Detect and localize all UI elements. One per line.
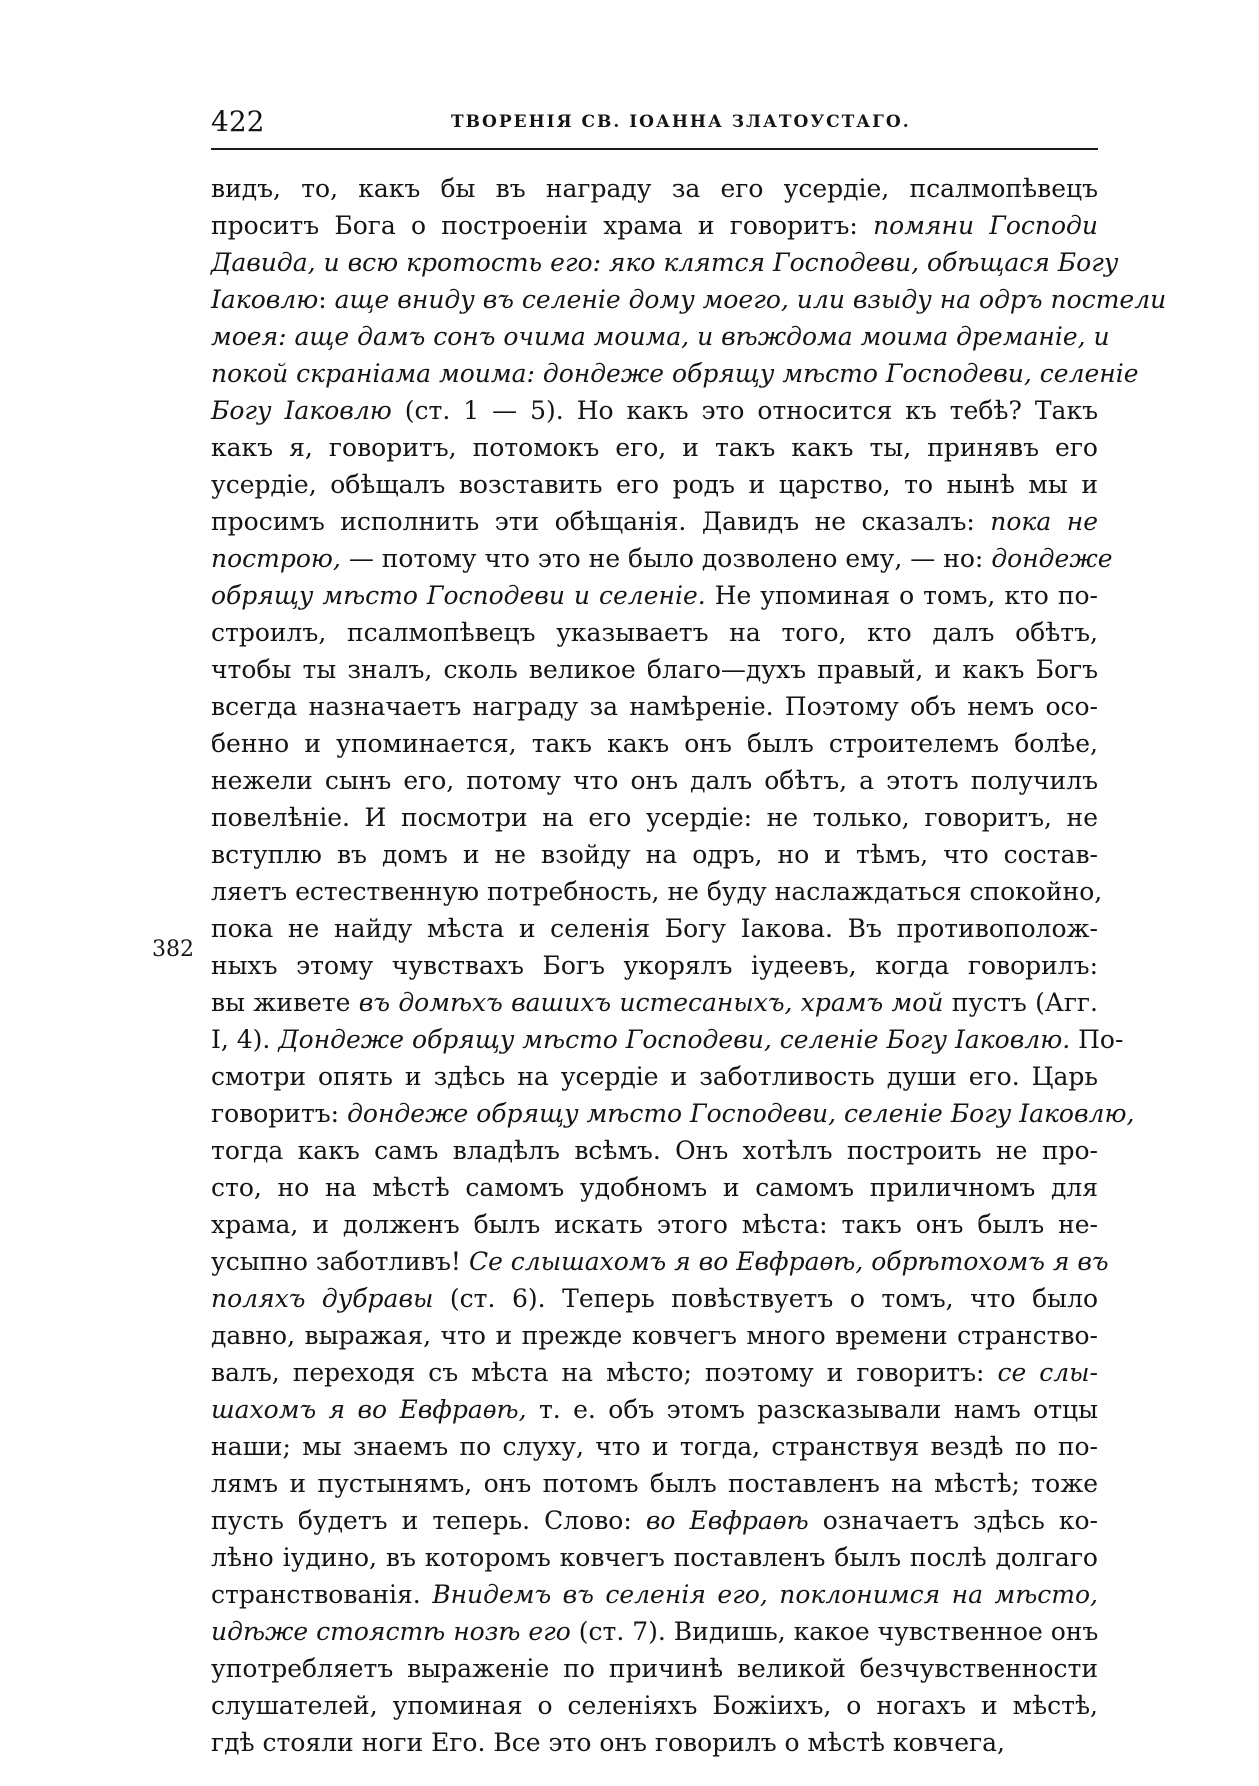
text-segment: (ст. 6). Теперь повѣствуетъ о томъ, что было bbox=[433, 1284, 1098, 1313]
text-line bbox=[211, 1539, 1098, 1576]
text-line bbox=[211, 984, 1098, 1021]
text-segment: (ст. 1 — 5). Но какъ это относится къ тебѣ? Такъ bbox=[391, 396, 1098, 425]
text-segment: валъ, переходя съ мѣста на мѣсто; поэтому и говоритъ: bbox=[211, 1358, 998, 1387]
text-segment: : bbox=[318, 285, 335, 314]
italic-quote-segment: Се слышахомъ я во Евфраѳѣ, обрѣтохомъ я въ bbox=[468, 1247, 1109, 1276]
italic-quote-segment: въ домѣхъ вашихъ истесаныхъ, храмъ мой bbox=[358, 988, 944, 1017]
text-segment: давно, выражая, что и прежде ковчегъ много времени странство- bbox=[211, 1321, 1098, 1350]
text-segment: чтобы ты зналъ, сколь великое благо—духъ правый, и какъ Богъ bbox=[211, 655, 1098, 684]
text-segment: видъ, то, какъ бы въ награду за его усердіе, псалмопѣвецъ bbox=[211, 174, 1098, 203]
text-line bbox=[211, 1502, 1098, 1539]
italic-quote-segment: обрящу мѣсто Господеви и селеніе. bbox=[211, 581, 706, 610]
text-segment: всегда назначаетъ награду за намѣреніе. Поэтому объ немъ осо- bbox=[211, 692, 1098, 721]
italic-quote-segment: дондеже bbox=[991, 544, 1113, 573]
text-segment: означаетъ здѣсь ко- bbox=[808, 1506, 1098, 1535]
text-line bbox=[211, 429, 1098, 466]
text-line bbox=[211, 873, 1103, 910]
text-segment: I, 4). bbox=[211, 1025, 279, 1054]
text-line bbox=[211, 244, 1119, 281]
text-segment: ныхъ этому чувствахъ Богъ укорялъ іудеевъ, когда говорилъ: bbox=[211, 951, 1098, 980]
text-segment: нежели сынъ его, потому что онъ далъ обѣтъ, а этотъ получилъ bbox=[211, 766, 1098, 795]
text-line bbox=[211, 1465, 1098, 1502]
text-segment: тогда какъ самъ владѣлъ всѣмъ. Онъ хотѣлъ построить не про- bbox=[211, 1136, 1098, 1165]
italic-quote-segment: се слы- bbox=[997, 1358, 1098, 1387]
text-line bbox=[211, 1613, 1098, 1650]
text-segment: сто, но на мѣстѣ самомъ удобномъ и самомъ приличномъ для bbox=[211, 1173, 1098, 1202]
text-line bbox=[211, 1687, 1098, 1724]
text-line bbox=[211, 725, 1098, 762]
text-segment: лямъ и пустынямъ, онъ потомъ былъ поставленъ на мѣстѣ; тоже bbox=[211, 1469, 1098, 1498]
text-segment: наши; мы знаемъ по слуху, что и тогда, странствуя вездѣ по по- bbox=[211, 1432, 1098, 1461]
text-segment: повелѣніе. И посмотри на его усердіе: не только, говоритъ, не bbox=[211, 803, 1098, 832]
text-segment: пусть будетъ и теперь. Слово: bbox=[211, 1506, 646, 1535]
text-line bbox=[211, 910, 1098, 947]
italic-quote-segment: пока не bbox=[990, 507, 1098, 536]
text-line bbox=[211, 614, 1098, 651]
text-segment: просимъ исполнить эти обѣщанія. Давидъ не сказалъ: bbox=[211, 507, 991, 536]
text-segment: пока не найду мѣста и селенія Богу Іакова. Въ противополож- bbox=[211, 914, 1098, 943]
text-line bbox=[211, 1021, 1124, 1058]
text-segment: усыпно заботливъ! bbox=[211, 1247, 469, 1276]
text-line bbox=[211, 1280, 1098, 1317]
text-segment: говоритъ: bbox=[211, 1099, 348, 1128]
italic-quote-segment: Давида, и всю кротость его: яко клятся Господеви, обѣщася Богу bbox=[211, 248, 1119, 277]
text-segment: слушателей, упоминая о селеніяхъ Божіихъ, о ногахъ и мѣстѣ, bbox=[211, 1691, 1098, 1720]
italic-quote-segment: Іаковлю bbox=[211, 285, 319, 314]
text-segment: Не упоминая о томъ, кто по- bbox=[705, 581, 1098, 610]
italic-quote-segment: покой скраніама моима: дондеже обрящу мѣсто Господеви, селеніе bbox=[211, 359, 1139, 388]
text-line bbox=[211, 1576, 1098, 1613]
margin-page-reference: 382 bbox=[152, 937, 194, 962]
italic-quote-segment: дондеже обрящу мѣсто Господеви, селеніе Богу Іаковлю, bbox=[347, 1099, 1135, 1128]
text-line bbox=[211, 281, 1167, 318]
text-segment: лѣно іудино, въ которомъ ковчегъ поставленъ былъ послѣ долгаго bbox=[211, 1543, 1098, 1572]
italic-quote-segment: моея: аще дамъ сонъ очима моима, и вѣждома моима дреманіе, и bbox=[211, 322, 1110, 351]
italic-quote-segment: во Евфраѳѣ bbox=[645, 1506, 809, 1535]
text-segment: какъ я, говоритъ, потомокъ его, и такъ какъ ты, принявъ его bbox=[211, 433, 1098, 462]
italic-quote-segment: Внидемъ въ селенія его, поклонимся на мѣсто, bbox=[432, 1580, 1098, 1609]
text-line bbox=[211, 1095, 1135, 1132]
text-segment: т. е. объ этомъ разсказывали намъ отцы bbox=[526, 1395, 1098, 1424]
italic-quote-segment: помяни Господи bbox=[873, 211, 1098, 240]
text-line bbox=[211, 355, 1139, 392]
text-line bbox=[211, 1058, 1098, 1095]
text-segment: гдѣ стояли ноги Его. Все это онъ говорилъ о мѣстѣ ковчега, bbox=[211, 1728, 1005, 1757]
text-line bbox=[211, 1132, 1098, 1169]
text-line bbox=[211, 1243, 1109, 1280]
text-segment: — потому что это не было дозволено ему, — но: bbox=[340, 544, 992, 573]
text-line bbox=[211, 688, 1098, 725]
text-line bbox=[211, 170, 1098, 207]
text-line bbox=[211, 207, 1098, 244]
text-line bbox=[211, 1391, 1098, 1428]
text-line bbox=[211, 1206, 1098, 1243]
text-line bbox=[211, 503, 1098, 540]
text-segment: вы живете bbox=[211, 988, 359, 1017]
text-segment: (ст. 7). Видишь, какое чувственное онъ bbox=[570, 1617, 1099, 1646]
text-line bbox=[211, 1650, 1098, 1687]
text-segment: проситъ Бога о построеніи храма и говоритъ: bbox=[211, 211, 874, 240]
text-line bbox=[211, 1317, 1098, 1354]
text-segment: храма, и долженъ былъ искать этого мѣста: такъ онъ былъ не- bbox=[211, 1210, 1098, 1239]
body-text bbox=[211, 170, 1167, 1761]
text-line bbox=[211, 1724, 1098, 1761]
text-segment: смотри опять и здѣсь на усердіе и заботливость души его. Царь bbox=[211, 1062, 1098, 1091]
text-line bbox=[211, 762, 1098, 799]
running-header bbox=[211, 104, 1098, 150]
italic-quote-segment: Дондеже обрящу мѣсто Господеви, селеніе Богу Іаковлю. bbox=[278, 1025, 1071, 1054]
text-line bbox=[211, 947, 1098, 984]
text-segment: усердіе, обѣщалъ возставить его родъ и царство, то нынѣ мы и bbox=[211, 470, 1098, 499]
text-segment: бенно и упоминается, такъ какъ онъ былъ строителемъ болѣе, bbox=[211, 729, 1098, 758]
italic-quote-segment: аще вниду въ селеніе дому моего, или взыду на одръ постели bbox=[334, 285, 1167, 314]
text-line bbox=[211, 540, 1113, 577]
text-line bbox=[211, 1428, 1098, 1465]
text-line bbox=[211, 577, 1098, 614]
italic-quote-segment: идѣже стоястѣ нозѣ его bbox=[211, 1617, 571, 1646]
text-line bbox=[211, 318, 1110, 355]
text-line bbox=[211, 466, 1098, 503]
italic-quote-segment: Богу Іаковлю bbox=[211, 396, 392, 425]
text-segment: ляетъ естественную потребность, не буду наслаждаться спокойно, bbox=[211, 877, 1103, 906]
italic-quote-segment: шахомъ я во Евфраѳѣ, bbox=[211, 1395, 527, 1424]
text-line bbox=[211, 651, 1098, 688]
text-line bbox=[211, 1354, 1098, 1391]
italic-quote-segment: поляхъ дубравы bbox=[211, 1284, 434, 1313]
text-line bbox=[211, 836, 1098, 873]
page-number: 422 bbox=[211, 105, 265, 138]
text-segment: пустъ (Агг. bbox=[943, 988, 1098, 1017]
text-segment: строилъ, псалмопѣвецъ указываетъ на того, кто далъ обѣтъ, bbox=[211, 618, 1098, 647]
text-segment: странствованія. bbox=[211, 1580, 433, 1609]
running-title: ТВОРЕНІЯ СВ. ІОАННА ЗЛАТОУСТАГО. bbox=[451, 112, 911, 132]
text-segment: По- bbox=[1070, 1025, 1124, 1054]
text-line bbox=[211, 799, 1098, 836]
text-segment: употребляетъ выраженіе по причинѣ великой безчувственности bbox=[211, 1654, 1098, 1683]
text-line bbox=[211, 1169, 1098, 1206]
text-segment: вступлю въ домъ и не взойду на одръ, но и тѣмъ, что состав- bbox=[211, 840, 1098, 869]
italic-quote-segment: построю, bbox=[211, 544, 341, 573]
text-line bbox=[211, 392, 1098, 429]
